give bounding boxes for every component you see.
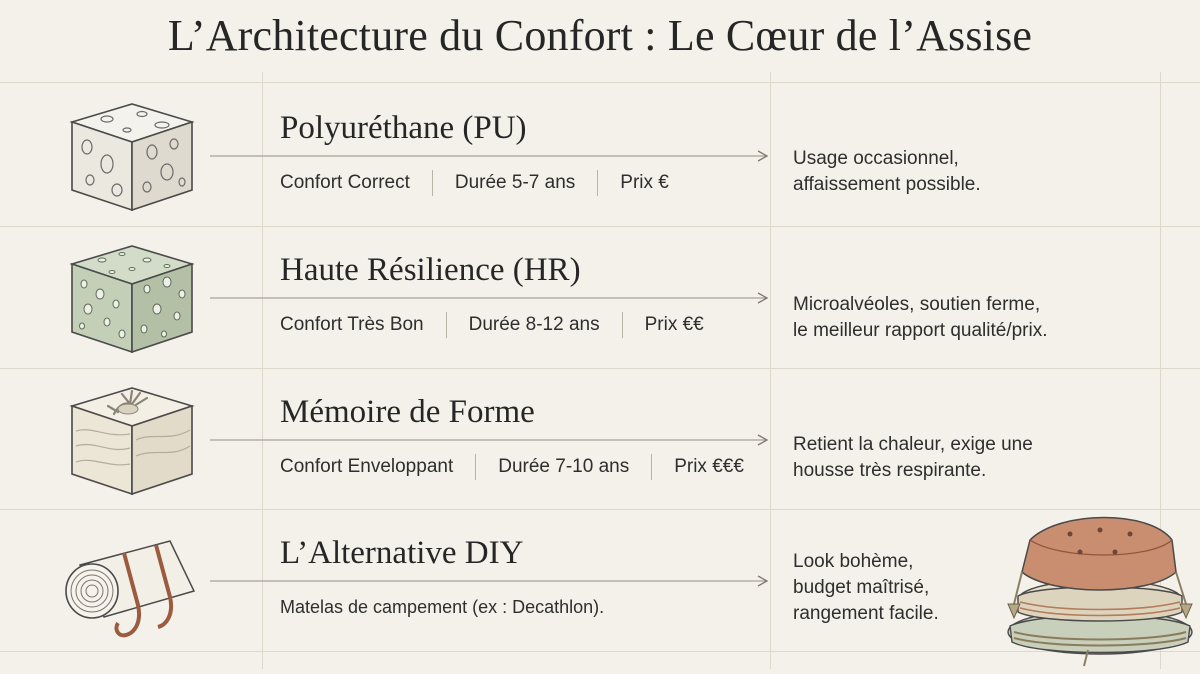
foam-note (793, 432, 1033, 484)
page-title: L’Architecture du Confort : Le Cœur de l’Assise (167, 11, 1033, 60)
separator (622, 312, 623, 338)
note-line: budget maîtrisé, (793, 577, 930, 598)
comfort-label: Confort Enveloppant (280, 456, 454, 477)
note-line: Microalvéoles, soutien ferme, (793, 294, 1041, 315)
comfort-label: Confort Correct (280, 172, 410, 193)
foam-stats (280, 312, 704, 338)
separator (651, 454, 652, 480)
duration-label: Durée 8-12 ans (468, 314, 600, 335)
separator (475, 454, 476, 480)
duration-label: Durée 5-7 ans (454, 172, 576, 193)
memory-foam-handprint-icon (52, 376, 202, 506)
price-label: Prix €€ (644, 314, 704, 335)
foam-row-memory (0, 368, 1200, 510)
note-line: Retient la chaleur, exige une (793, 434, 1033, 455)
foam-stats (280, 454, 744, 480)
foam-description: Matelas de campement (ex : Decathlon). (280, 597, 605, 617)
separator (597, 170, 598, 196)
note-line: Look bohème, (793, 551, 914, 572)
separator (432, 170, 433, 196)
foam-stats (280, 170, 669, 196)
arrow-icon (210, 434, 770, 446)
arrow-icon (210, 575, 770, 587)
foam-row-pu (0, 84, 1200, 226)
arrow-icon (210, 292, 770, 304)
foam-name: L’Alternative DIY (280, 535, 524, 571)
foam-row-hr (0, 226, 1200, 368)
price-label: Prix €€€ (674, 456, 744, 477)
foam-name: Mémoire de Forme (280, 394, 535, 430)
pu-foam-cube-icon (52, 92, 202, 222)
foam-name: Haute Résilience (HR) (280, 252, 581, 288)
foam-note (793, 549, 939, 627)
arrow-icon (210, 150, 770, 162)
separator (446, 312, 447, 338)
foam-note (793, 146, 981, 198)
note-line: le meilleur rapport qualité/prix. (793, 320, 1048, 341)
foam-note (793, 292, 1048, 344)
note-line: rangement facile. (793, 603, 939, 624)
note-line: housse très respirante. (793, 460, 987, 481)
note-line: affaissement possible. (793, 174, 981, 195)
note-line: Usage occasionnel, (793, 148, 959, 169)
hr-foam-cube-icon (52, 234, 202, 364)
grid-line (0, 82, 1200, 83)
comfort-label: Confort Très Bon (280, 314, 424, 335)
stacked-cushions-icon (1000, 500, 1200, 669)
foam-name: Polyuréthane (PU) (280, 110, 527, 146)
duration-label: Durée 7-10 ans (498, 456, 630, 477)
rolled-camping-mat-icon (52, 523, 202, 653)
price-label: Prix € (620, 172, 669, 193)
